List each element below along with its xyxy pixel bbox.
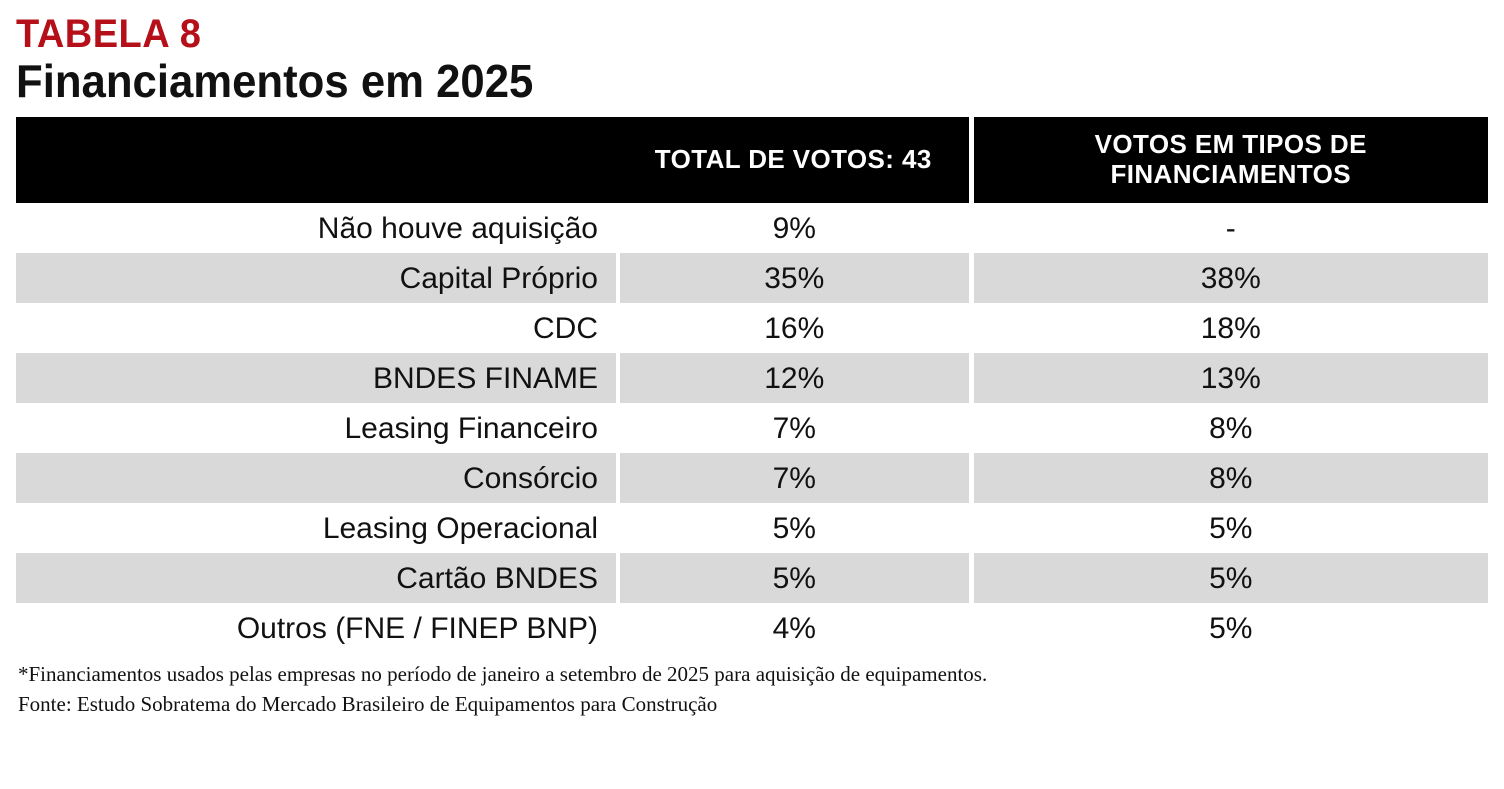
page-title: Financiamentos em 2025 xyxy=(16,54,534,107)
footnote-methodology: *Financiamentos usados pelas empresas no período de janeiro a setembro de 2025 para aquisição de equipamentos. xyxy=(18,662,988,687)
row-tipos-value: 8% xyxy=(971,403,1488,453)
table-header xyxy=(16,117,1488,203)
table-row xyxy=(16,353,1488,403)
row-total-value: 35% xyxy=(618,253,971,303)
table-row xyxy=(16,303,1488,353)
table-body xyxy=(16,203,1488,653)
row-tipos-value: 38% xyxy=(971,253,1488,303)
table-row xyxy=(16,453,1488,503)
row-tipos-value: 5% xyxy=(971,503,1488,553)
row-tipos-value: 18% xyxy=(971,303,1488,353)
row-label: Cartão BNDES xyxy=(16,553,618,603)
table-row xyxy=(16,553,1488,603)
table-row xyxy=(16,253,1488,303)
row-label: Leasing Financeiro xyxy=(16,403,618,453)
table-row xyxy=(16,603,1488,653)
table-row xyxy=(16,503,1488,553)
footnote-source: Fonte: Estudo Sobratema do Mercado Brasileiro de Equipamentos para Construção xyxy=(18,691,718,716)
row-label: BNDES FINAME xyxy=(16,353,618,403)
row-total-value: 5% xyxy=(618,503,971,553)
row-total-value: 5% xyxy=(618,553,971,603)
table-row xyxy=(16,403,1488,453)
row-label: Capital Próprio xyxy=(16,253,618,303)
title-block xyxy=(16,14,1488,105)
row-tipos-value: 13% xyxy=(971,353,1488,403)
row-label: CDC xyxy=(16,303,618,353)
column-header-total-votes: TOTAL DE VOTOS: 43 xyxy=(618,117,971,203)
row-label: Consórcio xyxy=(16,453,618,503)
row-tipos-value: 5% xyxy=(971,553,1488,603)
row-total-value: 4% xyxy=(618,603,971,653)
row-total-value: 16% xyxy=(618,303,971,353)
table-row xyxy=(16,203,1488,253)
table-header-row xyxy=(16,117,1488,203)
row-total-value: 12% xyxy=(618,353,971,403)
row-label: Não houve aquisição xyxy=(16,203,618,253)
row-tipos-value: 8% xyxy=(971,453,1488,503)
row-tipos-value: 5% xyxy=(971,603,1488,653)
row-label: Leasing Operacional xyxy=(16,503,618,553)
table-kicker: TABELA 8 xyxy=(16,12,202,56)
column-header-tipos-financiamentos: VOTOS EM TIPOS DE FINANCIAMENTOS xyxy=(971,117,1488,203)
row-total-value: 9% xyxy=(618,203,971,253)
footnotes xyxy=(16,660,1488,720)
column-header-category xyxy=(16,117,618,203)
row-label: Outros (FNE / FINEP BNP) xyxy=(16,603,618,653)
financing-table xyxy=(16,117,1488,653)
row-total-value: 7% xyxy=(618,453,971,503)
row-total-value: 7% xyxy=(618,403,971,453)
row-tipos-value: - xyxy=(971,203,1488,253)
